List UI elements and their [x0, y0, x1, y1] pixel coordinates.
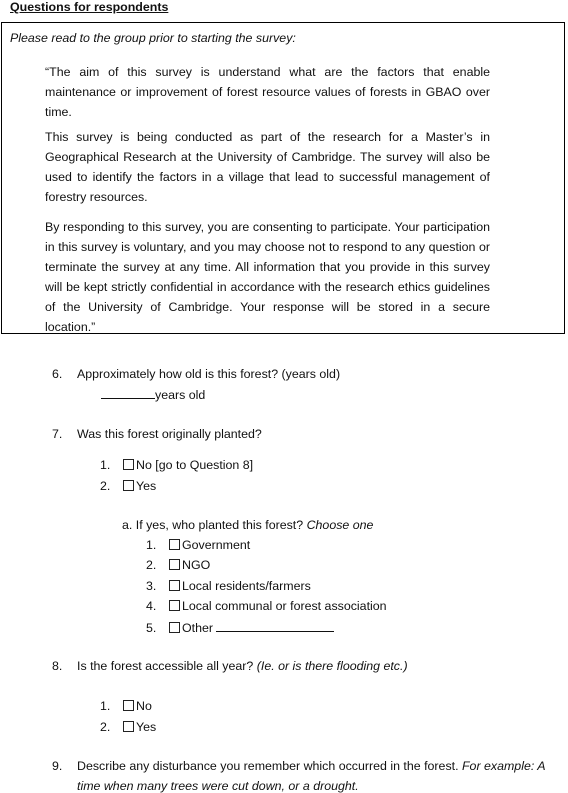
q7a-option-3[interactable] [146, 579, 311, 593]
checkbox[interactable] [123, 459, 134, 470]
option-number: 3. [146, 579, 157, 593]
checkbox[interactable] [169, 600, 180, 611]
q7a-option-4[interactable] [146, 599, 387, 613]
intro-instruction: Please read to the group prior to starting the survey: [10, 31, 296, 45]
q6-answer-line[interactable] [101, 387, 205, 402]
option-number: 2. [100, 479, 111, 493]
q7a-option-5[interactable] [146, 620, 334, 635]
question-number: 8. [52, 659, 63, 673]
q7-option-2[interactable] [100, 479, 156, 493]
checkbox[interactable] [169, 559, 180, 570]
option-number: 2. [100, 720, 111, 734]
checkbox[interactable] [123, 480, 134, 491]
other-blank-line[interactable] [216, 620, 334, 632]
question-number: 6. [52, 367, 63, 381]
consent-paragraph-2: This survey is being conducted as part of the research for a Master’s in Geographical Research at the University of Cambridge. The survey will also be used to identify the factors in a village that lead to successful management of forestry resources. [45, 130, 490, 204]
question-9-example-continued: time when many trees were cut down, or a drought. [77, 779, 359, 793]
checkbox[interactable] [169, 622, 180, 633]
page-title: Questions for respondents [10, 0, 169, 14]
question-example: For example: A [461, 759, 546, 773]
consent-paragraph-3: By responding to this survey, you are consenting to participate. Your participation in this survey is voluntary, and you may choose not to respond to any question or terminate the survey at any time. All information that you provide in this survey will be kept strictly confidential in accordance with the research ethics guidelines of the University of Cambridge. Your response will be stored in a secure location.” [45, 220, 490, 334]
option-label: Government [182, 538, 251, 552]
blank-line[interactable] [101, 387, 155, 399]
checkbox[interactable] [123, 721, 134, 732]
option-label: Other [182, 621, 217, 635]
q7-option-1[interactable] [100, 458, 253, 472]
option-number: 1. [100, 458, 111, 472]
q8-option-2[interactable] [100, 720, 156, 734]
option-label: Yes [136, 479, 157, 493]
option-number: 4. [146, 599, 157, 613]
option-number: 2. [146, 558, 157, 572]
question-9 [52, 759, 546, 773]
q8-option-1[interactable] [100, 699, 152, 713]
question-number: 9. [52, 759, 63, 773]
option-number: 1. [100, 699, 111, 713]
q7a-option-2[interactable] [146, 558, 210, 572]
question-text: Describe any disturbance you remember which occurred in the forest. [77, 759, 462, 773]
option-label: Yes [136, 720, 157, 734]
option-label: Local communal or forest association [182, 599, 387, 613]
subquestion-text: a. If yes, who planted this forest? [122, 518, 307, 532]
option-label: No [136, 699, 152, 713]
option-label: Local residents/farmers [182, 579, 311, 593]
checkbox[interactable] [123, 700, 134, 711]
checkbox[interactable] [169, 580, 180, 591]
q7a-text [122, 518, 373, 532]
checkbox[interactable] [169, 539, 180, 550]
option-number: 1. [146, 538, 157, 552]
question-text: Was this forest originally planted? [77, 427, 262, 441]
option-label: No [go to Question 8] [136, 458, 254, 472]
question-8 [52, 659, 408, 673]
question-6 [52, 367, 340, 381]
option-label: NGO [182, 558, 211, 572]
question-7 [52, 427, 262, 441]
question-text: Approximately how old is this forest? (years old) [77, 367, 341, 381]
question-number: 7. [52, 427, 63, 441]
question-text: Is the forest accessible all year? [77, 659, 257, 673]
question-hint: (Ie. or is there flooding etc.) [256, 659, 408, 673]
consent-paragraph-1: “The aim of this survey is understand what are the factors that enable maintenance or improvement of forest resource values of forests in GBAO over time. [45, 65, 490, 119]
option-number: 5. [146, 621, 157, 635]
q7a-option-1[interactable] [146, 538, 250, 552]
subquestion-instruction: Choose one [306, 518, 374, 532]
answer-suffix: years old [155, 388, 206, 402]
